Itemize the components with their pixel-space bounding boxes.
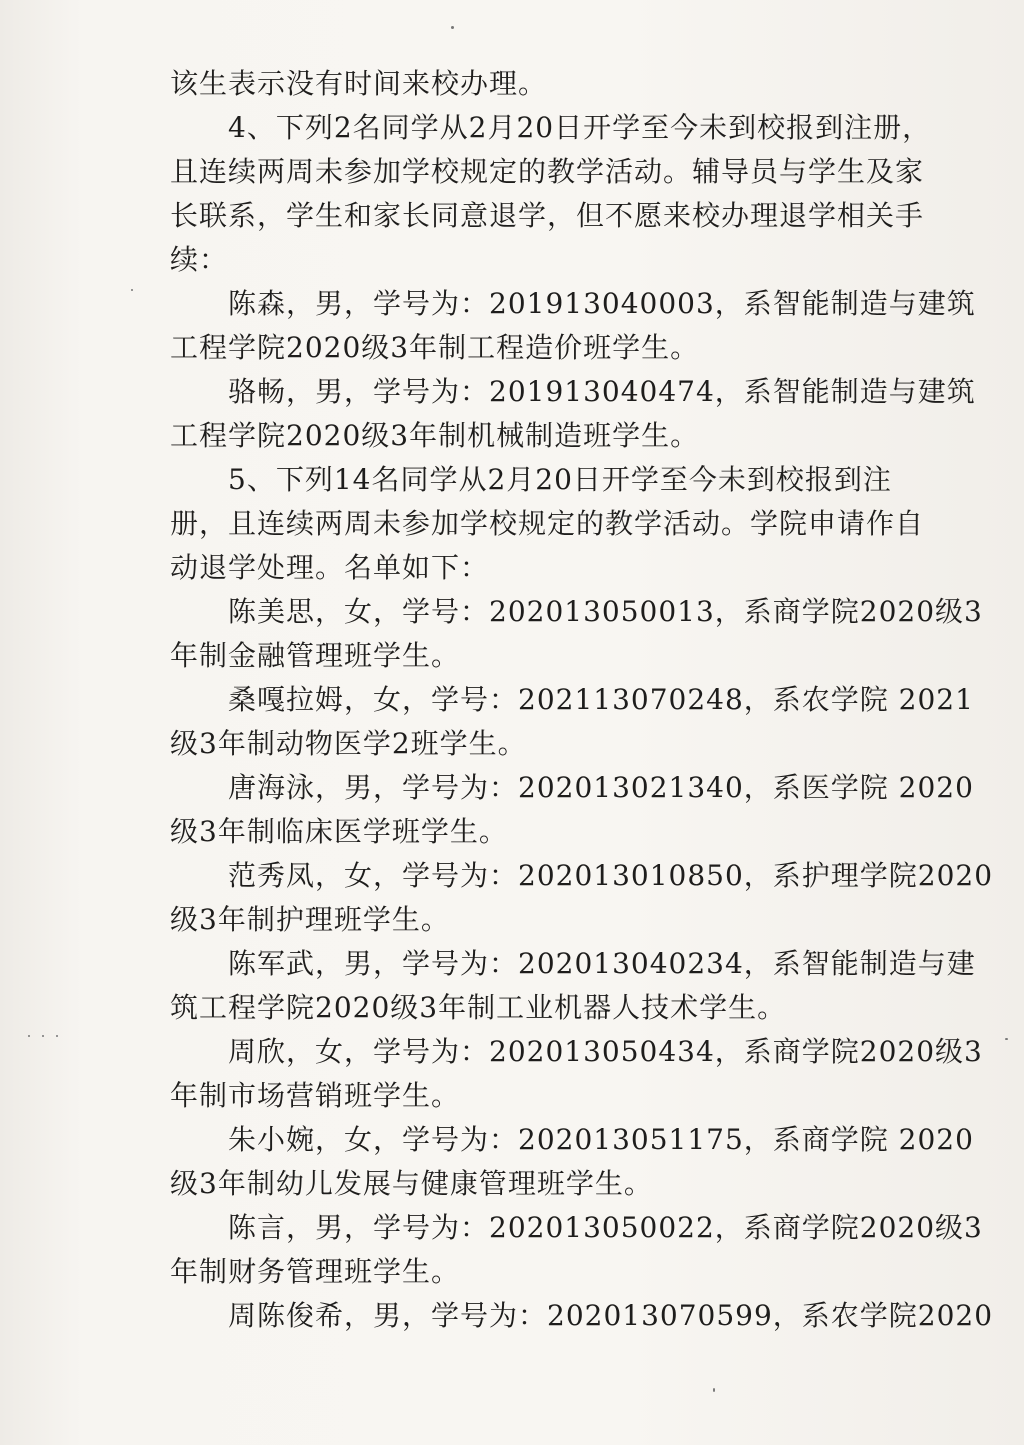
text-line: 范秀凤，女，学号为：202013010850，系护理学院2020 [228, 859, 994, 892]
text-line: 年制金融管理班学生。 [170, 639, 461, 672]
text-line: 年制市场营销班学生。 [170, 1079, 461, 1112]
text-line: 工程学院2020级3年制工程造价班学生。 [170, 331, 700, 364]
text-line: 陈森，男，学号为：201913040003，系智能制造与建筑 [228, 287, 976, 320]
scan-speck [1005, 1038, 1008, 1040]
text-line: 陈军武，男，学号为：202013040234，系智能制造与建 [228, 947, 976, 980]
text-line: 长联系，学生和家长同意退学，但不愿来校办理退学相关手 [170, 199, 925, 232]
document-body [170, 62, 994, 1338]
text-line: 级3年制临床医学班学生。 [170, 815, 508, 848]
text-line: 陈美思，女，学号：202013050013，系商学院2020级3 [228, 595, 983, 628]
text-line: 动退学处理。名单如下： [170, 551, 490, 584]
text-line: 级3年制幼儿发展与健康管理班学生。 [170, 1167, 653, 1200]
text-line: 工程学院2020级3年制机械制造班学生。 [170, 419, 700, 452]
text-line: 朱小婉，女，学号为：202013051175，系商学院 2020 [228, 1123, 974, 1156]
text-line: 4、下列2名同学从2月20日开学至今未到校报到注册， [228, 111, 932, 144]
text-line: 唐海泳，男，学号为：202013021340，系医学院 2020 [228, 771, 974, 804]
text-line: 册，且连续两周未参加学校规定的教学活动。学院申请作自 [170, 507, 925, 540]
text-line: 骆畅，男，学号为：201913040474，系智能制造与建筑 [228, 375, 976, 408]
text-line: 周陈俊希，男，学号为：202013070599，系农学院2020 [228, 1299, 994, 1332]
scan-speck [42, 1035, 44, 1037]
scan-speck [56, 1035, 58, 1037]
text-line: 续： [170, 243, 229, 276]
text-line: 周欣，女，学号为：202013050434，系商学院2020级3 [228, 1035, 983, 1068]
text-line: 且连续两周未参加学校规定的教学活动。辅导员与学生及家 [170, 155, 925, 188]
text-line: 级3年制动物医学2班学生。 [170, 727, 527, 760]
text-line: 5、下列14名同学从2月20日开学至今未到校报到注 [228, 463, 892, 496]
text-line: 年制财务管理班学生。 [170, 1255, 461, 1288]
text-line: 陈言，男，学号为：202013050022，系商学院2020级3 [228, 1211, 983, 1244]
text-line: 级3年制护理班学生。 [170, 903, 450, 936]
text-line: 该生表示没有时间来校办理。 [170, 67, 548, 100]
scan-speck [28, 1035, 30, 1037]
text-line: 筑工程学院2020级3年制工业机器人技术学生。 [170, 991, 787, 1024]
text-line: 桑嘎拉姆，女，学号：202113070248，系农学院 2021 [228, 683, 974, 716]
scan-speck [713, 1388, 715, 1392]
scan-speck [451, 26, 454, 29]
scan-speck [131, 289, 133, 291]
